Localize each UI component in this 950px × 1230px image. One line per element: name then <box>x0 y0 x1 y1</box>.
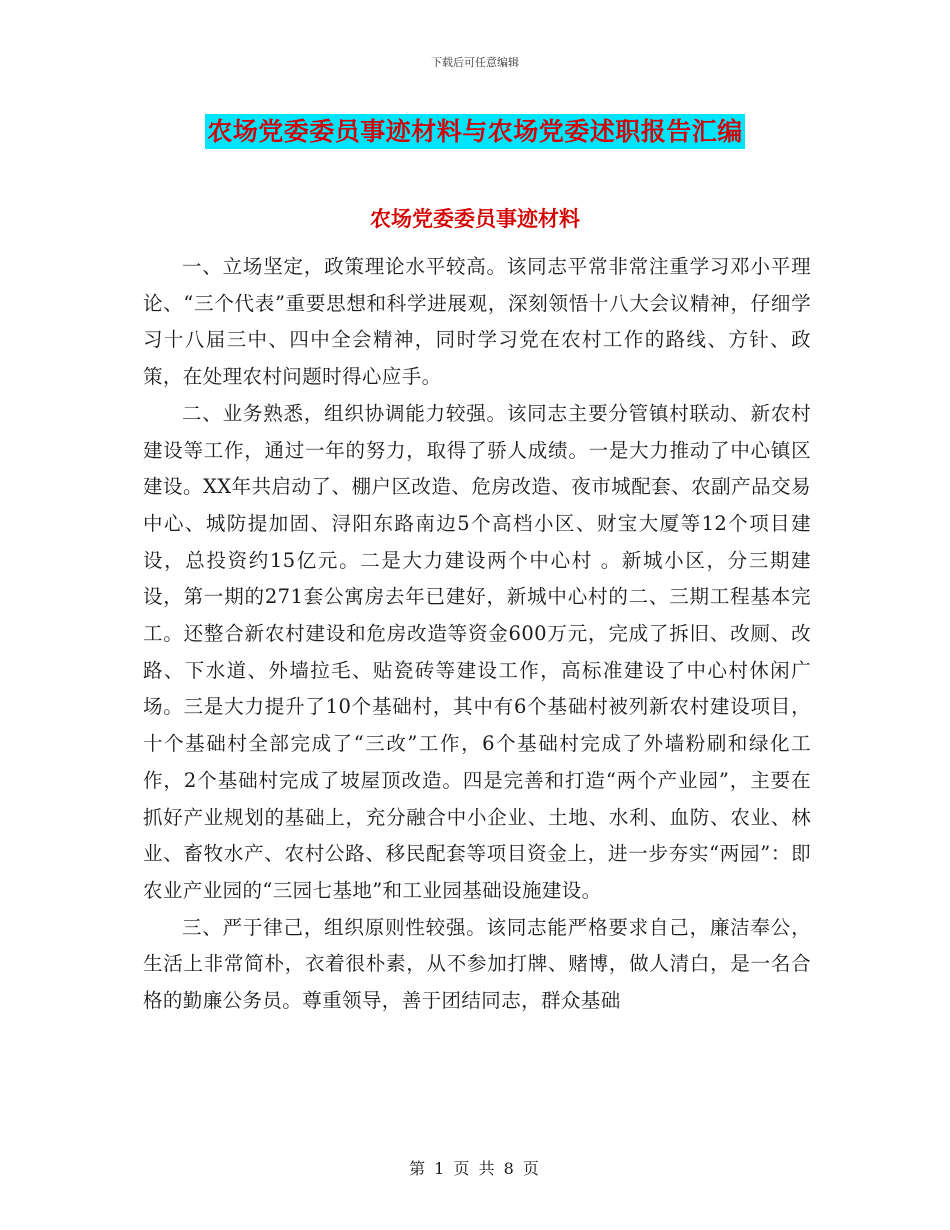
document-title: 农场党委委员事迹材料与农场党委述职报告汇编 <box>205 114 745 149</box>
paragraph-1: 一、立场坚定，政策理论水平较高。该同志平常非常注重学习邓小平理论、“三个代表”重要思想和科学进展观，深刻领悟十八大会议精神，仔细学习十八届三中、四中全会精神，同时学习党在农村工作的路线、方针、政策，在处理农村问题时得心应手。 <box>143 255 811 389</box>
page-number: 第 1 页 共 8 页 <box>409 1159 541 1178</box>
paragraph-2: 二、业务熟悉，组织协调能力较强。该同志主要分管镇村联动、新农村建设等工作，通过一年的努力，取得了骄人成绩。一是大力推动了中心镇区建设。XX年共启动了、棚户区改造、危房改造、夜市城配套、农副产品交易中心、城防提加固、浔阳东路南边5个高档小区、财宝大厦等12个项目建设，总投资约15亿元。二是大力建设两个中心村 。新城小区，分三期建设，第一期的271套公寓房去年已建好，新城中心村的二、三期工程基本完工。还整合新农村建设和危房改造等资金600万元，完成了拆旧、改厕、改路、下水道、外墙拉毛、贴瓷砖等建设工作，高标准建设了中心村休闲广场。三是大力提升了10个基础村，其中有6个基础村被列新农村建设项目，十个基础村全部完成了“三改”工作，6个基础村完成了外墙粉刷和绿化工作，2个基础村完成了坡屋顶改造。四是完善和打造“两个产业园”，主要在抓好产业规划的基础上，充分融合中小企业、土地、水利、血防、农业、林业、畜牧水产、农村公路、移民配套等项目资金上，进一步夯实“两园”：即农业产业园的“三园七基地”和工业园基础设施建设。 <box>143 401 811 902</box>
paragraph-3: 三、严于律己，组织原则性较强。该同志能严格要求自己，廉洁奉公，生活上非常简朴，衣着很朴素，从不参加打牌、赌博，做人清白，是一名合格的勤廉公务员。尊重领导，善于团结同志，群众基础 <box>143 915 811 1013</box>
page-header-note: 下载后可任意编辑 <box>431 56 519 69</box>
document-title-block <box>0 112 950 148</box>
document-body <box>143 249 811 1020</box>
section-title: 农场党委委员事迹材料 <box>370 206 580 231</box>
